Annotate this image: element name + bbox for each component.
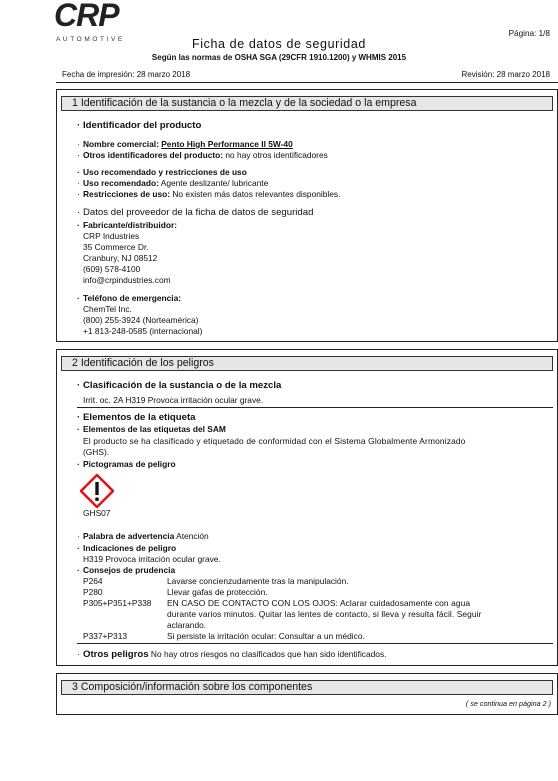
section-2 xyxy=(56,349,558,666)
product-identifier-heading: · Identificador del producto xyxy=(83,120,201,131)
recommended-use: Agente deslizante/ lubricante xyxy=(160,178,269,188)
p-text: Si persiste la irritación ocular: Consultar a un médico. xyxy=(167,631,365,641)
other-ids: no hay otros identificadores xyxy=(225,150,328,160)
revision-date: Revisión: 28 marzo 2018 xyxy=(461,70,550,79)
trade-name-row xyxy=(83,139,293,149)
section-1 xyxy=(56,89,558,342)
trade-name-label: Nombre comercial: xyxy=(83,139,159,149)
p-text: EN CASO DE CONTACTO CON LOS OJOS: Aclarar cuidadosamente con agua xyxy=(167,598,471,608)
p-text: aclarando. xyxy=(167,620,207,630)
document-title: Ficha de datos de seguridad xyxy=(192,37,366,51)
classification-heading: · Clasificación de la sustancia o de la mezcla xyxy=(83,380,281,391)
other-hazards: No hay otros riesgos no clasificados que han sido identificados. xyxy=(150,649,387,659)
hazard-statements-label: · Indicaciones de peligro xyxy=(83,543,176,553)
divider xyxy=(77,643,553,644)
restrictions: No existen más datos relevantes disponibles. xyxy=(172,189,341,199)
section-3-heading: 3 Composición/información sobre los componentes xyxy=(61,680,553,695)
manufacturer-email: info@crpindustries.com xyxy=(83,275,171,285)
sam-text: (GHS). xyxy=(83,447,110,457)
ghs07-exclamation-icon xyxy=(80,474,114,508)
signal-word: Atención xyxy=(176,531,209,541)
other-hazards-row xyxy=(83,649,386,660)
manufacturer-line: 35 Commerce Dr. xyxy=(83,242,149,252)
section-1-heading: 1 Identificación de la sustancia o la mezcla y de la sociedad o la empresa xyxy=(61,96,553,111)
manufacturer-line: (609) 578-4100 xyxy=(83,264,141,274)
manufacturer-line: CRP Industries xyxy=(83,231,140,241)
logo-text: CRP xyxy=(54,0,119,33)
document-subtitle: Según las normas de OSHA SGA (29CFR 1910.1200) y WHMIS 2015 xyxy=(151,53,407,62)
manufacturer-label: · Fabricante/distribuidor: xyxy=(83,220,177,230)
recommended-use-label: Uso recomendado: xyxy=(83,178,159,188)
p-code: P264 xyxy=(83,576,103,586)
classification-text: Irrit. oc. 2A H319 Provoca irritación ocular grave. xyxy=(83,395,264,405)
other-ids-label: Otros identificadores del producto: xyxy=(83,150,224,160)
supplier-heading: · Datos del proveedor de la ficha de datos de seguridad xyxy=(83,207,313,218)
p-text: durante varios minutos. Quitar las lentes de contacto, si lleva y resulta fácil. Seguir xyxy=(167,609,482,619)
emergency-line: ChemTel Inc. xyxy=(83,304,132,314)
recommended-uses-heading: · Uso recomendado y restricciones de uso xyxy=(83,167,247,177)
p-code: P305+P351+P338 xyxy=(83,598,152,608)
hazard-statement: H319 Provoca irritación ocular grave. xyxy=(83,554,221,564)
logo-subtext: AUTOMOTIVE xyxy=(56,36,125,43)
signal-word-row xyxy=(83,531,209,541)
precautionary-label: · Consejos de prudencia xyxy=(83,565,175,575)
label-elements-heading: · Elementos de la etiqueta xyxy=(83,412,196,423)
restrictions-label: Restricciones de uso: xyxy=(83,189,171,199)
other-ids-row xyxy=(83,150,328,160)
header-divider xyxy=(56,82,558,83)
p-code: P280 xyxy=(83,587,103,597)
p-text: Llevar gafas de protección. xyxy=(167,587,268,597)
recommended-use-row xyxy=(83,178,268,188)
section-3 xyxy=(56,673,558,715)
print-date: Fecha de impresión: 28 marzo 2018 xyxy=(62,70,191,79)
trade-name: Pento High Performance II 5W-40 xyxy=(161,139,293,149)
p-text: Lavarse concienzudamente tras la manipulación. xyxy=(167,576,349,586)
restrictions-row xyxy=(83,189,340,199)
section-2-heading: 2 Identificación de los peligros xyxy=(61,356,553,371)
pictogram-code: GHS07 xyxy=(83,508,111,518)
sam-label: · Elementos de las etiquetas del SAM xyxy=(83,424,226,434)
sam-text: El producto se ha clasificado y etiquetado de conformidad con el Sistema Globalmente Armonizado xyxy=(83,436,466,446)
emergency-line: (800) 255-3924 (Norteamérica) xyxy=(83,315,199,325)
emergency-label: · Teléfono de emergencia: xyxy=(83,293,181,303)
manufacturer-line: Cranbury, NJ 08512 xyxy=(83,253,158,263)
signal-word-label: Palabra de advertencia xyxy=(83,531,175,541)
continued-note: ( se continua en página 2 ) xyxy=(465,699,551,708)
divider xyxy=(77,407,553,408)
pictograms-label: · Pictogramas de peligro xyxy=(83,459,176,469)
p-code: P337+P313 xyxy=(83,631,128,641)
other-hazards-label: Otros peligros xyxy=(83,649,149,660)
page-number: Página: 1/8 xyxy=(508,29,550,38)
emergency-line: +1 813-248-0585 (internacional) xyxy=(83,326,203,336)
